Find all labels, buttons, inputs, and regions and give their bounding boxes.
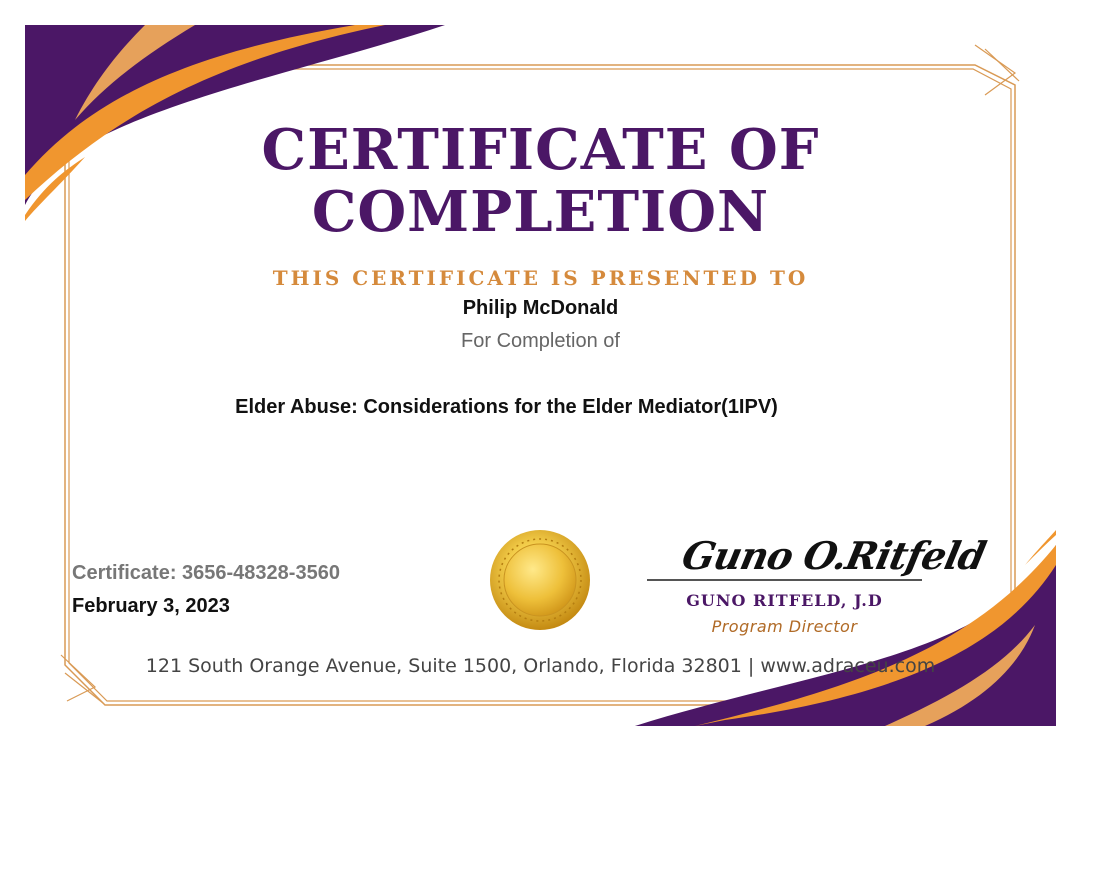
signature-line [647, 579, 922, 581]
signer-name: GUNO RITFELD, J.D [686, 591, 883, 610]
certificate-number: Certificate: 3656-48328-3560 [72, 562, 340, 584]
signer-role: Program Director [711, 617, 858, 636]
certificate-title-line-1: CERTIFICATE OF [261, 117, 820, 183]
signature: Guno O.Ritfeld [678, 533, 990, 578]
presented-to-label: THIS CERTIFICATE IS PRESENTED TO [272, 266, 809, 290]
gold-seal-icon [490, 530, 590, 630]
for-completion-label: For Completion of [461, 330, 620, 352]
footer-address: 121 South Orange Avenue, Suite 1500, Orlando, Florida 32801 | www.adraceu.com [145, 655, 936, 677]
certificate-title-line-2: COMPLETION [311, 179, 770, 245]
certificate [25, 25, 1056, 726]
completion-date: February 3, 2023 [72, 595, 230, 617]
recipient-name: Philip McDonald [462, 297, 619, 319]
course-title: Elder Abuse: Considerations for the Elder Mediator(1IPV) [235, 396, 778, 418]
